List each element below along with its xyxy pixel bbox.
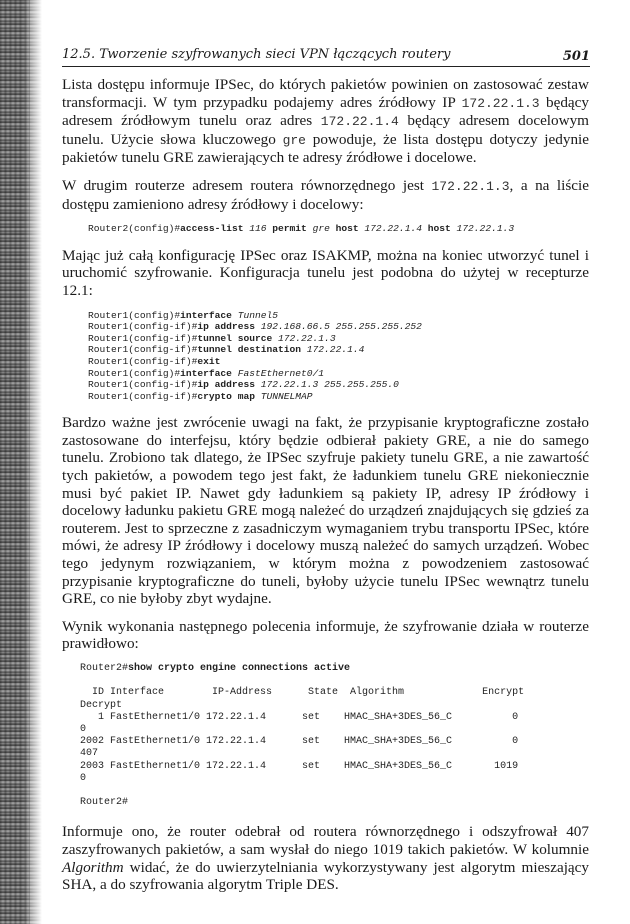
code-line (80, 785, 589, 797)
code-line (88, 391, 589, 403)
inline-code: gre (282, 132, 306, 148)
code-line (80, 797, 589, 809)
code-line (88, 310, 589, 322)
text-run: Informuje ono, że router odebrał od routera równorzędnego i odszyfrował 407 zaszyfrowanych pakietów, a sam wysłał do niego 1019 takich pakietów. W kolumnie (62, 823, 589, 859)
text-run: Mając już całą konfigurację IPSec oraz ISAKMP, można na koniec utworzyć tunel i uruchomić szyfrowanie. Konfiguracja tunelu jest podobna do użytej w recepturze 12.1: (62, 246, 589, 299)
text-run (80, 675, 86, 686)
command-output (80, 663, 589, 809)
text-run: 407 (80, 748, 99, 760)
code-line (88, 379, 589, 391)
paragraph (62, 618, 589, 653)
code-line (80, 773, 589, 785)
text-run: będący adresem źródłowym tunelu oraz adres (62, 93, 589, 130)
text-run: Decrypt (80, 699, 123, 711)
code-line (80, 663, 589, 675)
text-run: show crypto engine connections active (128, 663, 351, 674)
text-run: interface (180, 367, 238, 379)
text-run: 172.22.1.4 (306, 344, 365, 356)
text-run: 172.22.1.4 (364, 223, 428, 235)
code-line (80, 724, 589, 736)
text-run: 192.168.66.5 255.255.255.252 (260, 321, 422, 333)
text-run: Router1(config-if)# (88, 344, 198, 356)
text-run: Router1(config-if)# (88, 390, 198, 402)
text-run: , a na liście dostępu zamieniono adresy źródłowy i docelowy: (62, 176, 589, 213)
text-run: gre (312, 223, 336, 235)
text-run: 172.22.1.3 (278, 332, 336, 344)
text-run: Lista dostępu informuje IPSec, do których pakietów powinien on zastosować zestaw transformacji. W tym przypadku podajemy adres źródłowy IP (62, 76, 589, 111)
text-run: 172.22.1.3 (456, 223, 515, 235)
text-run: Router1(config)# (88, 309, 181, 321)
paragraph (62, 76, 589, 167)
paragraph (62, 823, 589, 893)
chapter-title: 12.5. Tworzenie szyfrowanych sieci VPN łączących routery (62, 47, 451, 62)
text-run: tunnel source (197, 332, 278, 344)
code-line (80, 700, 589, 712)
code-line (88, 333, 589, 345)
paragraph (62, 414, 589, 608)
text-run: 1 FastEthernet1/0 172.22.1.4 set HMAC_SHA+3DES_56_C 0 (80, 711, 519, 723)
text-run: 116 (249, 223, 273, 235)
text-run (80, 785, 86, 796)
text-run: Router1(config-if)# (88, 355, 198, 367)
code-line (80, 748, 589, 760)
text-run: Router1(config)# (88, 367, 181, 379)
inline-code: 172.22.1.4 (320, 114, 399, 130)
code-line (80, 687, 589, 699)
text-run: exit (197, 355, 221, 367)
inline-code: 172.22.1.3 (431, 178, 510, 194)
text-run: Bardzo ważne jest zwrócenie uwagi na fakt, że przypisanie kryptograficzne zostało zastosowane do interfejsu, który będzie odbierał pakiety GRE, a nie do samego tunelu. Zrobiono tak dlatego, że IPSec szyfruje pakiety tunelu GRE, a nie zawartość tych pakietów, a powodem tego jest fakt, że ładunkiem tunelu GRE niekoniecznie musi być pakiet IP. Nawet gdy ładunkiem są pakiety IP, adresy IP źródłowy i docelowy ładunku pakietu GRE mogą należeć do urządzeń znajdujących się gdzieś za routerem. Jest to sprzeczne z zasadniczym wymaganiem trybu transportu IPSec, które mówi, że adresy IP źródłowy i docelowy muszą należeć do samych urządzeń. Wobec tego jedynym rozwiązaniem, w którym można z powodzeniem zastosować przypisanie kryptograficzne do tuneli, byłoby użycie tunelu IPSec wewnątrz tunelu GRE, co nie byłoby zbyt wydajne. (62, 414, 589, 608)
text-run: interface (180, 309, 238, 321)
text-run: Router1(config-if)# (88, 379, 198, 391)
text-run: powoduje, że lista dostępu dotyczy jedynie pakietów tunelu GRE zawierających te adresy źródłowe i docelowe. (62, 130, 589, 167)
text-run: 2003 FastEthernet1/0 172.22.1.4 set HMAC_SHA+3DES_56_C 1019 (80, 760, 519, 772)
code-block (88, 310, 589, 403)
text-run: host (335, 223, 365, 235)
code-line (88, 356, 589, 368)
text-run: 0 (80, 724, 87, 736)
text-run: ip address (197, 321, 261, 333)
code-line (80, 675, 589, 687)
text-run: ID Interface IP-Address State Algorithm Encrypt (80, 687, 525, 699)
code-block (88, 223, 589, 235)
text-run: TUNNELMAP (260, 390, 313, 402)
paragraph (62, 177, 589, 213)
code-line (88, 368, 589, 380)
text-run: tunnel destination (197, 344, 307, 356)
text-run: Router1(config-if)# (88, 332, 198, 344)
text-run: Router2# (80, 663, 129, 674)
text-run: Tunnel5 (237, 309, 279, 321)
code-line (80, 736, 589, 748)
text-run: 0 (80, 772, 87, 784)
text-run: będący adresem docelowym tunelu. Użycie słowa kluczowego (62, 112, 589, 148)
code-line (80, 761, 589, 773)
text-run: Router2(config)# (88, 223, 181, 235)
page-body (62, 0, 589, 924)
text-run: 2002 FastEthernet1/0 172.22.1.4 set HMAC_SHA+3DES_56_C 0 (80, 736, 519, 748)
inline-code: 172.22.1.3 (461, 95, 540, 111)
text-run: Router2# (80, 797, 129, 809)
code-line (88, 321, 589, 333)
page-number: 501 (562, 49, 590, 64)
text-run: host (427, 223, 457, 235)
text-run: W drugim routerze adresem routera równorzędnego jest (62, 176, 432, 194)
text-run: FastEthernet0/1 (237, 367, 325, 379)
text-run: permit (272, 223, 313, 235)
text-run: 172.22.1.3 255.255.255.0 (260, 379, 399, 391)
code-line (88, 344, 589, 356)
text-run: access-list (180, 223, 250, 235)
code-line (88, 223, 589, 235)
code-line (80, 712, 589, 724)
text-run: Algorithm (62, 858, 124, 876)
text-run: crypto map (197, 390, 261, 402)
paragraph (62, 247, 589, 300)
text-run: widać, że do uwierzytelniania wykorzystywany jest algorytm mieszający SHA, a do szyfrowania algorytm Triple DES. (62, 858, 589, 894)
text-run: ip address (197, 379, 261, 391)
text-run: Wynik wykonania następnego polecenia informuje, że szyfrowanie działa w routerze prawidłowo: (62, 617, 589, 653)
text-run: Router1(config-if)# (88, 321, 198, 333)
book-spine-texture (0, 0, 30, 924)
